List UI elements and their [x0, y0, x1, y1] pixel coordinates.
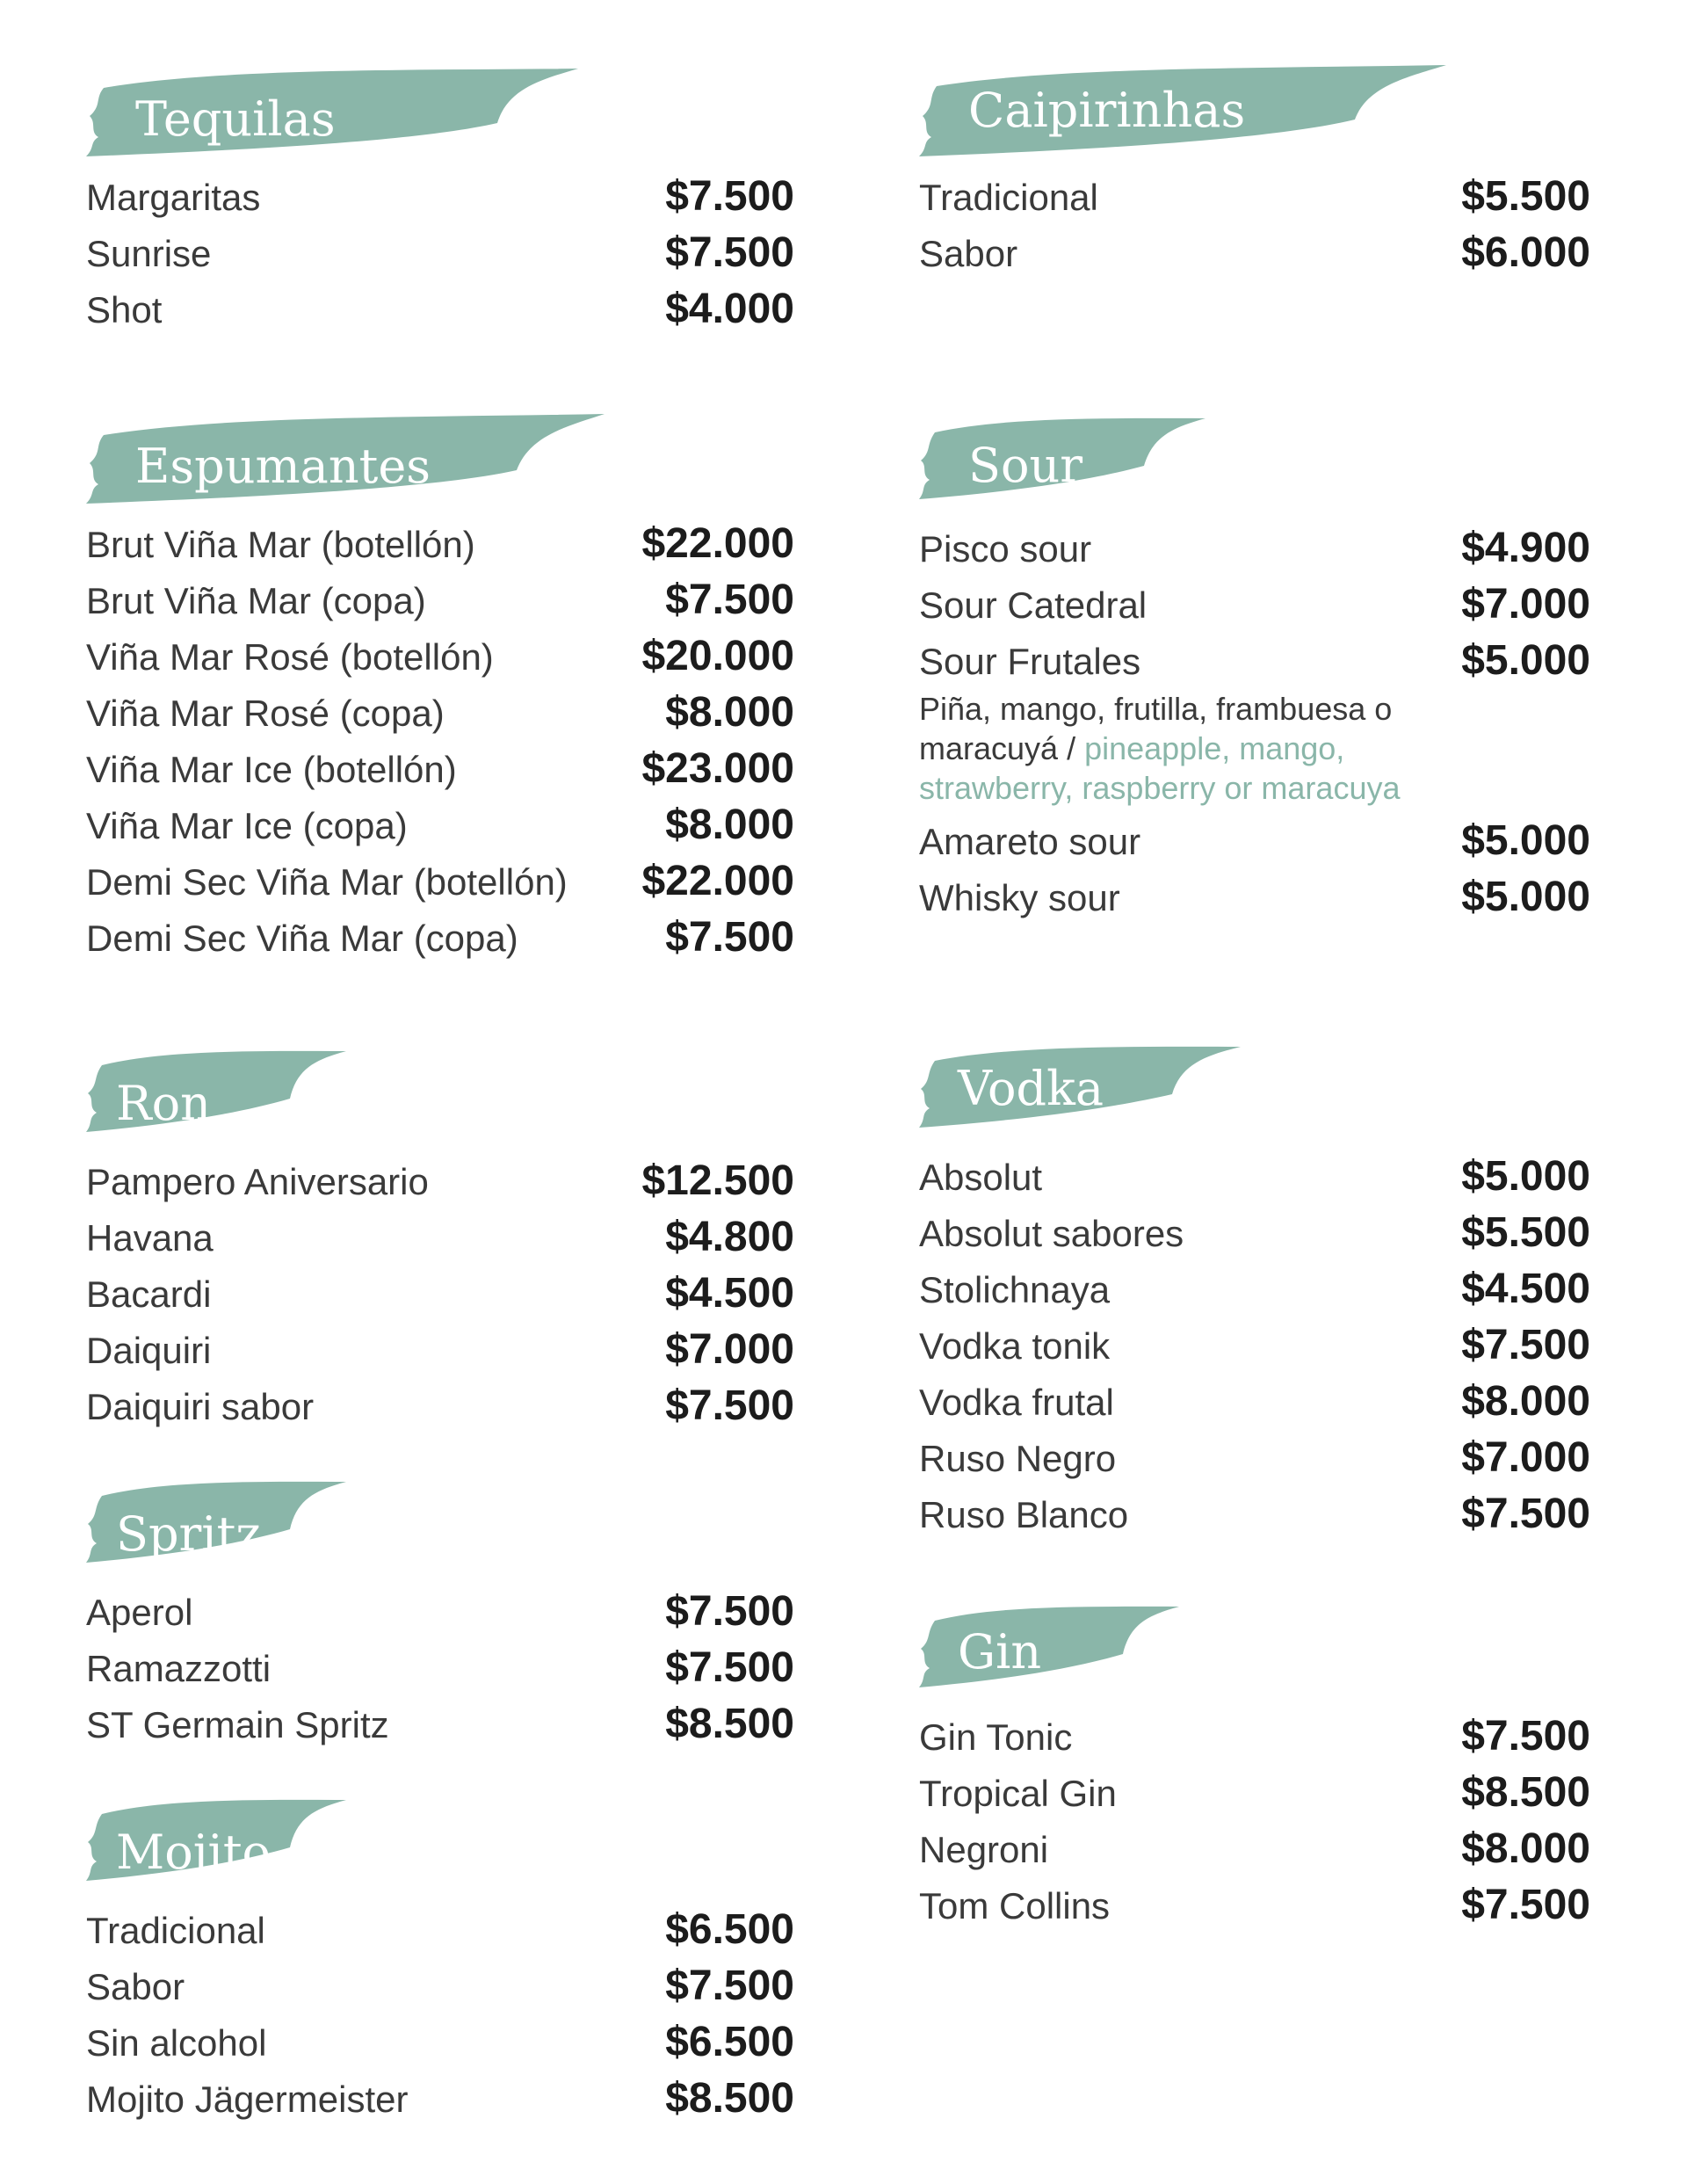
item-price: $8.000	[1461, 1378, 1590, 1425]
menu-item-row	[86, 1322, 794, 1378]
item-name: Daiquiri sabor	[86, 1386, 315, 1427]
menu-item-row	[86, 1958, 794, 2014]
item-name: Whisky sour	[919, 877, 1120, 918]
item-name: Havana	[86, 1217, 214, 1259]
item-price: $7.000	[1461, 581, 1590, 628]
menu-item-row	[86, 1266, 794, 1322]
item-name: Sin alcohol	[86, 2022, 267, 2064]
menu-item-row	[86, 1696, 794, 1752]
item-price: $6.500	[665, 1906, 794, 1953]
section-header	[86, 62, 794, 158]
section-ron	[86, 1046, 794, 1434]
item-name: Sour Frutales	[919, 641, 1141, 682]
item-price: $5.000	[1461, 874, 1590, 920]
item-name: Shot	[86, 289, 163, 330]
section-title: Vodka	[958, 1061, 1104, 1116]
menu-item-row	[919, 1261, 1590, 1317]
section-header	[919, 413, 1590, 510]
item-name: Viña Mar Ice (copa)	[86, 805, 408, 846]
item-price: $7.500	[1461, 1882, 1590, 1928]
item-name: Sour Catedral	[919, 584, 1148, 626]
item-name: Brut Viña Mar (botellón)	[86, 524, 475, 565]
item-name: Sabor	[86, 1966, 185, 2007]
item-name: Tradicional	[86, 1910, 265, 1951]
section-title: Mojito	[116, 1825, 272, 1880]
item-list	[86, 516, 794, 966]
menu-item-row	[919, 1765, 1590, 1821]
menu-item-row	[86, 1209, 794, 1266]
item-price: $8.000	[1461, 1825, 1590, 1872]
item-price: $8.000	[665, 689, 794, 736]
item-name: Pampero Aniversario	[86, 1161, 429, 1202]
item-price: $7.500	[665, 577, 794, 623]
section-header	[86, 1046, 794, 1143]
menu-item-row	[86, 628, 794, 685]
item-price: $7.500	[665, 1644, 794, 1691]
menu-item-row	[86, 741, 794, 797]
section-vodka	[919, 1041, 1590, 1542]
item-price: $5.000	[1461, 817, 1590, 864]
menu-item-row	[919, 1486, 1590, 1542]
section-spritz	[86, 1477, 794, 1752]
item-name: Vodka tonik	[919, 1325, 1111, 1367]
menu-item-row	[919, 1374, 1590, 1430]
item-price: $6.000	[1461, 229, 1590, 276]
item-list-after	[919, 813, 1590, 925]
item-list	[919, 169, 1590, 281]
item-price: $7.500	[665, 1382, 794, 1429]
menu-item-row	[86, 1902, 794, 1958]
section-title: Ron	[116, 1076, 211, 1131]
item-name: Tropical Gin	[919, 1773, 1117, 1814]
item-name: Demi Sec Viña Mar (copa)	[86, 918, 518, 959]
item-name: Pisco sour	[919, 528, 1092, 570]
item-name: Bacardi	[86, 1273, 212, 1315]
menu-item-row	[919, 1709, 1590, 1765]
menu-item-row	[86, 1584, 794, 1640]
menu-item-row	[919, 577, 1590, 633]
item-list	[919, 1149, 1590, 1542]
item-price: $22.000	[641, 858, 794, 904]
section-header	[86, 1795, 794, 1891]
item-price: $7.000	[665, 1326, 794, 1373]
menu-item-row	[919, 813, 1590, 869]
item-list	[86, 169, 794, 337]
section-header	[919, 1601, 1590, 1698]
item-name: Margaritas	[86, 177, 261, 218]
item-name: Tradicional	[919, 177, 1098, 218]
item-name: Brut Viña Mar (copa)	[86, 580, 426, 621]
section-header	[919, 62, 1590, 158]
item-name: ST Germain Spritz	[86, 1704, 389, 1745]
item-list	[86, 1153, 794, 1434]
item-name: Aperol	[86, 1592, 193, 1633]
item-list	[919, 520, 1590, 689]
menu-item-row	[919, 520, 1590, 577]
section-header	[86, 1477, 794, 1573]
item-list	[86, 1902, 794, 2127]
section-title: Caipirinhas	[968, 83, 1246, 138]
item-name: Demi Sec Viña Mar (botellón)	[86, 861, 568, 903]
item-price: $5.500	[1461, 173, 1590, 220]
fruit-note	[919, 689, 1411, 808]
item-price: $23.000	[641, 745, 794, 792]
menu-item-row	[919, 1317, 1590, 1374]
section-tequilas	[86, 62, 794, 337]
item-price: $7.500	[1461, 1322, 1590, 1368]
item-price: $4.000	[665, 286, 794, 332]
item-price: $8.000	[665, 802, 794, 848]
item-price: $22.000	[641, 520, 794, 567]
section-espumantes	[86, 409, 794, 966]
section-header	[919, 1041, 1590, 1138]
item-name: Negroni	[919, 1829, 1049, 1870]
item-name: Gin Tonic	[919, 1716, 1073, 1758]
item-price: $5.500	[1461, 1209, 1590, 1256]
item-price: $20.000	[641, 633, 794, 679]
section-title: Gin	[958, 1624, 1042, 1680]
item-name: Ruso Blanco	[919, 1494, 1129, 1535]
item-name: Viña Mar Ice (botellón)	[86, 749, 457, 790]
item-name: Sabor	[919, 233, 1018, 274]
menu-item-row	[86, 516, 794, 572]
menu-item-row	[919, 1877, 1590, 1934]
item-price: $7.000	[1461, 1434, 1590, 1481]
menu-item-row	[86, 1640, 794, 1696]
menu-item-row	[919, 633, 1590, 689]
menu-item-row	[86, 1378, 794, 1434]
item-list	[86, 1584, 794, 1752]
section-caipirinhas	[919, 62, 1590, 281]
item-name: Daiquiri	[86, 1330, 212, 1371]
menu-item-row	[86, 1153, 794, 1209]
item-name: Sunrise	[86, 233, 212, 274]
item-name: Absolut sabores	[919, 1213, 1184, 1254]
item-name: Amareto sour	[919, 821, 1141, 862]
menu-item-row	[919, 169, 1590, 225]
menu-item-row	[919, 869, 1590, 925]
item-list	[919, 1709, 1590, 1934]
section-sour	[919, 413, 1590, 925]
item-name: Ruso Negro	[919, 1438, 1117, 1479]
item-name: Mojito Jägermeister	[86, 2079, 409, 2120]
item-price: $7.500	[665, 173, 794, 220]
item-price: $7.500	[665, 914, 794, 961]
menu-item-row	[86, 225, 794, 281]
menu-item-row	[86, 853, 794, 910]
menu-item-row	[86, 2071, 794, 2127]
item-price: $7.500	[665, 1963, 794, 2009]
menu-item-row	[86, 910, 794, 966]
section-title: Spritz	[116, 1506, 261, 1562]
menu-item-row	[86, 685, 794, 741]
section-title: Tequilas	[135, 91, 336, 147]
menu-item-row	[86, 281, 794, 337]
item-name: Absolut	[919, 1157, 1043, 1198]
item-price: $4.500	[1461, 1266, 1590, 1312]
item-price: $8.500	[1461, 1769, 1590, 1816]
menu-item-row	[86, 169, 794, 225]
item-name: Stolichnaya	[919, 1269, 1111, 1310]
menu-item-row	[919, 1149, 1590, 1205]
section-gin	[919, 1601, 1590, 1934]
item-price: $5.000	[1461, 1153, 1590, 1200]
item-price: $4.900	[1461, 525, 1590, 571]
item-name: Viña Mar Rosé (botellón)	[86, 636, 494, 678]
section-title: Sour	[968, 438, 1083, 493]
fruit-note-es: Piña, mango, frutilla, frambuesa o maracuyá /	[919, 691, 1393, 766]
section-mojito	[86, 1795, 794, 2127]
item-price: $8.500	[665, 1701, 794, 1747]
item-name: Viña Mar Rosé (copa)	[86, 693, 445, 734]
item-name: Ramazzotti	[86, 1648, 272, 1689]
item-price: $12.500	[641, 1157, 794, 1204]
fruit-note-en: pineapple, mango, strawberry, raspberry or maracuya	[919, 730, 1401, 806]
item-price: $4.500	[665, 1270, 794, 1317]
menu-item-row	[86, 2014, 794, 2071]
menu-item-row	[919, 225, 1590, 281]
menu-item-row	[919, 1430, 1590, 1486]
section-title: Espumantes	[135, 439, 431, 494]
section-header	[86, 409, 794, 505]
item-price: $5.000	[1461, 637, 1590, 684]
item-price: $6.500	[665, 2019, 794, 2065]
menu-item-row	[86, 797, 794, 853]
menu-item-row	[86, 572, 794, 628]
item-name: Tom Collins	[919, 1885, 1111, 1926]
menu-item-row	[919, 1821, 1590, 1877]
item-price: $4.800	[665, 1214, 794, 1260]
item-price: $7.500	[665, 229, 794, 276]
item-price: $7.500	[1461, 1713, 1590, 1760]
menu-item-row	[919, 1205, 1590, 1261]
item-price: $8.500	[665, 2075, 794, 2122]
item-price: $7.500	[1461, 1491, 1590, 1537]
item-name: Vodka frutal	[919, 1382, 1114, 1423]
item-price: $7.500	[665, 1588, 794, 1635]
